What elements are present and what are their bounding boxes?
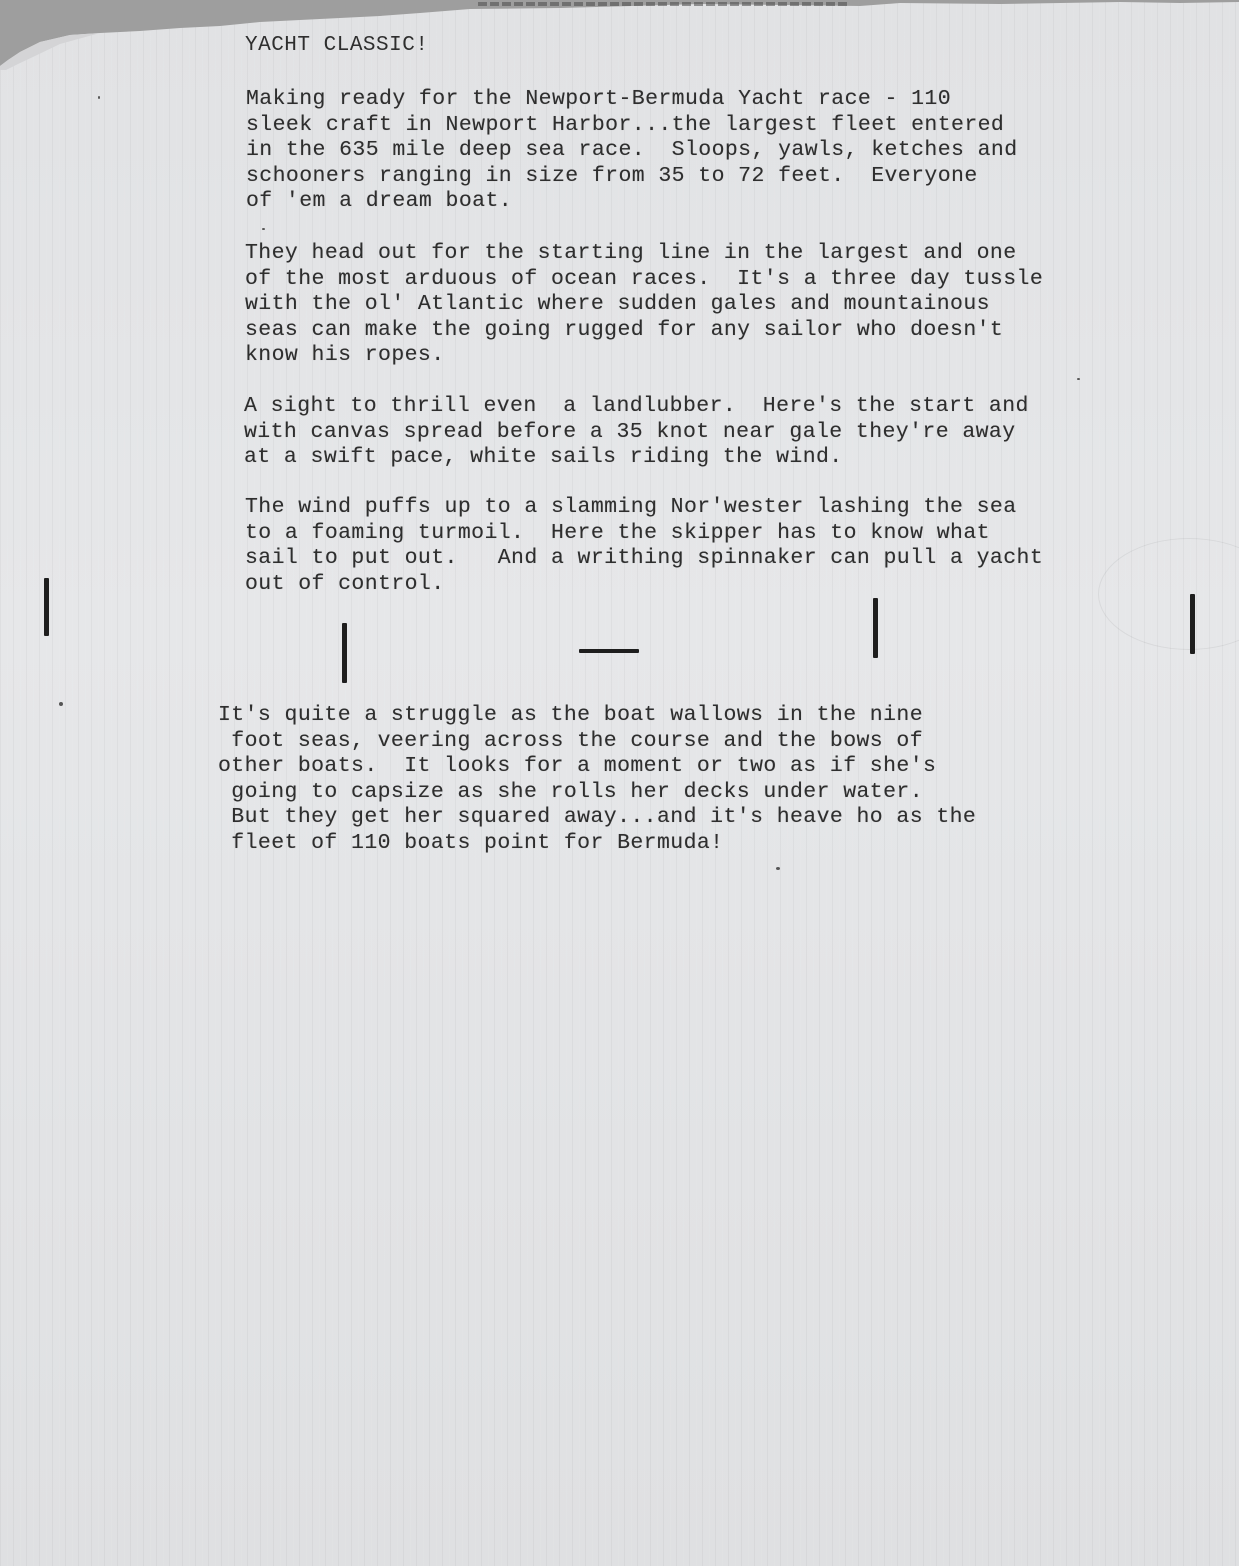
cut-off-top-line	[478, 0, 848, 9]
paragraph-3: A sight to thrill even a landlubber. Here's the start and with canvas spread before a 35 knot near gale they're away at a swift pace, white sails riding the wind.	[244, 394, 1029, 469]
cut-mark-right	[873, 598, 878, 658]
speck	[262, 228, 265, 230]
paragraph-4: The wind puffs up to a slamming Nor'wester lashing the sea to a foaming turmoil. Here the skipper has to know what sail to put out. And a writhing spinnaker can pull a yacht out of control.	[245, 495, 1044, 596]
edge-mark-right	[1190, 594, 1195, 654]
paragraph-1: Making ready for the Newport-Bermuda Yacht race - 110 sleek craft in Newport Harbor...the largest fleet entered in the 635 mile deep sea race. Sloops, yawls, ketches and schooners ranging in size from 35 to 72 feet. Everyone of 'em a dream boat.	[246, 87, 1018, 213]
speck	[98, 96, 100, 99]
speck	[1077, 378, 1080, 380]
paragraph-2: They head out for the starting line in the largest and one of the most arduous of ocean races. It's a three day tussle with the ol' Atlantic where sudden gales and mountainous seas can make the going rugged for any sailor who doesn't know his ropes.	[245, 241, 1044, 367]
torn-paper-edge	[0, 0, 1239, 70]
paragraph-5: It's quite a struggle as the boat wallows in the nine foot seas, veering across the course and the bows of other boats. It looks for a moment or two as if she's going to capsize as she rolls her decks under water. But they get her squared away...and it's heave ho as the fleet of 110 boats point for Bermuda!	[218, 703, 977, 855]
speck	[776, 867, 780, 870]
faint-stamp-circle	[1098, 538, 1239, 650]
document-heading: YACHT CLASSIC!	[245, 34, 429, 57]
cut-mark-left	[342, 623, 347, 683]
speck	[59, 702, 63, 706]
edge-mark-left	[44, 578, 49, 636]
cut-mark-dash	[579, 649, 639, 653]
bleed-through	[1110, 40, 1220, 90]
